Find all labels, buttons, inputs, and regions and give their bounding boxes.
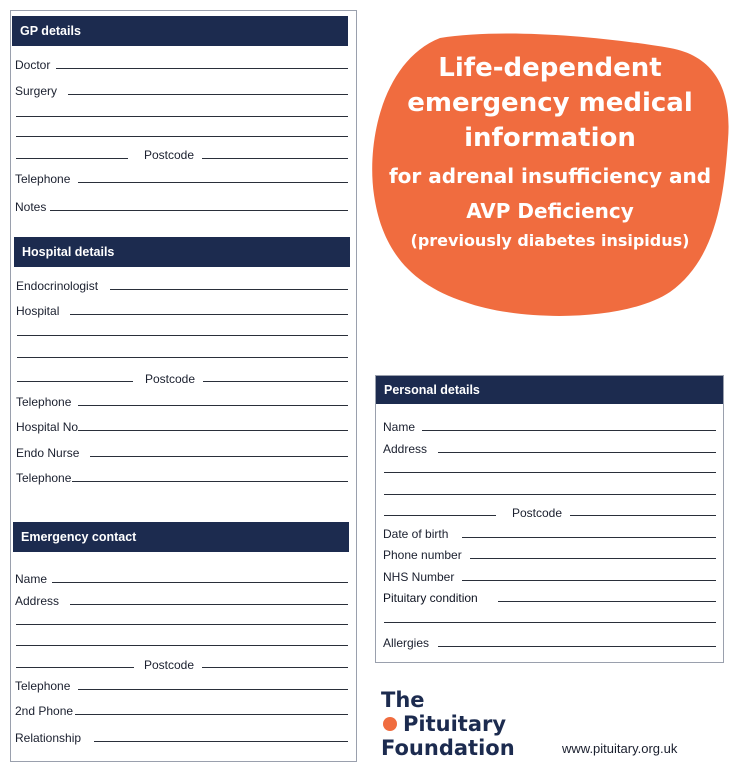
emergency-telephone-label: Telephone — [15, 679, 71, 693]
hospital-endo-nurse-field[interactable] — [90, 456, 348, 457]
emergency-contact-title: Emergency contact — [21, 530, 137, 544]
hospital-number-field[interactable] — [78, 430, 348, 431]
emergency-address-field[interactable] — [70, 604, 348, 605]
emergency-name-label: Name — [15, 572, 48, 586]
emergency-contact-header — [13, 522, 349, 552]
hospital-details-header — [14, 237, 350, 267]
personal-postcode-field[interactable] — [570, 515, 716, 516]
gp-details-header — [12, 16, 348, 46]
hospital-postcode-field[interactable] — [203, 381, 348, 382]
left-card — [10, 10, 357, 762]
hospital-endocrinologist-field[interactable] — [110, 289, 348, 290]
gp-doctor-field[interactable] — [56, 68, 348, 69]
personal-details-header — [376, 376, 723, 404]
logo-line3: Foundation — [381, 736, 515, 760]
gp-surgery-line-3[interactable] — [16, 136, 348, 137]
gp-surgery-label: Surgery — [15, 84, 58, 98]
personal-phone-label: Phone number — [383, 548, 462, 562]
personal-name-label: Name — [383, 420, 416, 434]
personal-condition-field[interactable] — [498, 601, 716, 602]
banner-line1: Life-dependent — [438, 53, 662, 83]
hospital-details-title: Hospital details — [22, 245, 115, 259]
emergency-postcode-field[interactable] — [202, 667, 348, 668]
gp-surgery-line-2[interactable] — [16, 116, 348, 117]
emergency-phone2-label: 2nd Phone — [15, 704, 74, 718]
personal-condition-label: Pituitary condition — [383, 591, 478, 605]
hospital-telephone2-label: Telephone — [16, 471, 72, 485]
logo-line2: Pituitary — [403, 712, 507, 736]
gp-telephone-label: Telephone — [15, 172, 71, 186]
personal-address-label: Address — [383, 442, 428, 456]
personal-address-field[interactable] — [438, 452, 716, 453]
emergency-telephone-field[interactable] — [78, 689, 348, 690]
logo-dot-icon — [383, 717, 397, 731]
personal-address-line-4[interactable] — [384, 515, 496, 516]
banner-line3: information — [464, 123, 636, 153]
personal-nhs-label: NHS Number — [383, 570, 455, 584]
hospital-endo-nurse-label: Endo Nurse — [16, 446, 80, 460]
personal-dob-label: Date of birth — [383, 527, 449, 541]
hospital-telephone-label: Telephone — [16, 395, 72, 409]
hospital-hospital-field[interactable] — [70, 314, 348, 315]
emergency-address-line-2[interactable] — [16, 624, 348, 625]
emergency-phone2-field[interactable] — [75, 714, 348, 715]
hospital-line-2[interactable] — [17, 335, 348, 336]
gp-postcode-field[interactable] — [202, 158, 348, 159]
banner-line2: emergency medical — [407, 88, 693, 118]
banner-line5: AVP Deficiency — [466, 199, 634, 223]
personal-name-field[interactable] — [422, 430, 716, 431]
emergency-address-line-4[interactable] — [16, 667, 134, 668]
personal-condition-line-2[interactable] — [384, 622, 716, 623]
personal-allergies-field[interactable] — [438, 646, 716, 647]
personal-postcode-label: Postcode — [512, 506, 563, 520]
hospital-address-line-4[interactable] — [17, 381, 133, 382]
personal-details-title: Personal details — [384, 383, 480, 397]
personal-nhs-field[interactable] — [462, 580, 716, 581]
gp-surgery-field[interactable] — [68, 94, 348, 95]
gp-telephone-field[interactable] — [78, 182, 348, 183]
personal-dob-field[interactable] — [462, 537, 716, 538]
gp-address-line-4[interactable] — [16, 158, 128, 159]
banner-line6: (previously diabetes insipidus) — [410, 231, 690, 250]
emergency-address-line-3[interactable] — [16, 645, 348, 646]
personal-phone-field[interactable] — [470, 558, 716, 559]
hospital-postcode-label: Postcode — [145, 372, 196, 386]
personal-address-line-2[interactable] — [384, 472, 716, 473]
emergency-name-field[interactable] — [52, 582, 348, 583]
gp-notes-label: Notes — [15, 200, 47, 214]
emergency-relationship-field[interactable] — [94, 741, 348, 742]
personal-address-line-3[interactable] — [384, 494, 716, 495]
gp-notes-field[interactable] — [50, 210, 348, 211]
emergency-relationship-label: Relationship — [15, 731, 82, 745]
emergency-postcode-label: Postcode — [144, 658, 195, 672]
hospital-number-label: Hospital No — [16, 420, 79, 434]
hospital-telephone-field[interactable] — [78, 405, 348, 406]
personal-allergies-label: Allergies — [383, 636, 430, 650]
hospital-line-3[interactable] — [17, 357, 348, 358]
emergency-address-label: Address — [15, 594, 60, 608]
gp-postcode-label: Postcode — [144, 148, 195, 162]
banner-line4: for adrenal insufficiency and — [388, 164, 712, 188]
logo-line1: The — [381, 688, 425, 712]
hospital-telephone2-field[interactable] — [72, 481, 348, 482]
hospital-hospital-label: Hospital — [16, 304, 60, 318]
hospital-endocrinologist-label: Endocrinologist — [16, 279, 99, 293]
gp-doctor-label: Doctor — [15, 58, 51, 72]
website-link[interactable]: www.pituitary.org.uk — [562, 741, 678, 756]
gp-details-title: GP details — [20, 24, 81, 38]
